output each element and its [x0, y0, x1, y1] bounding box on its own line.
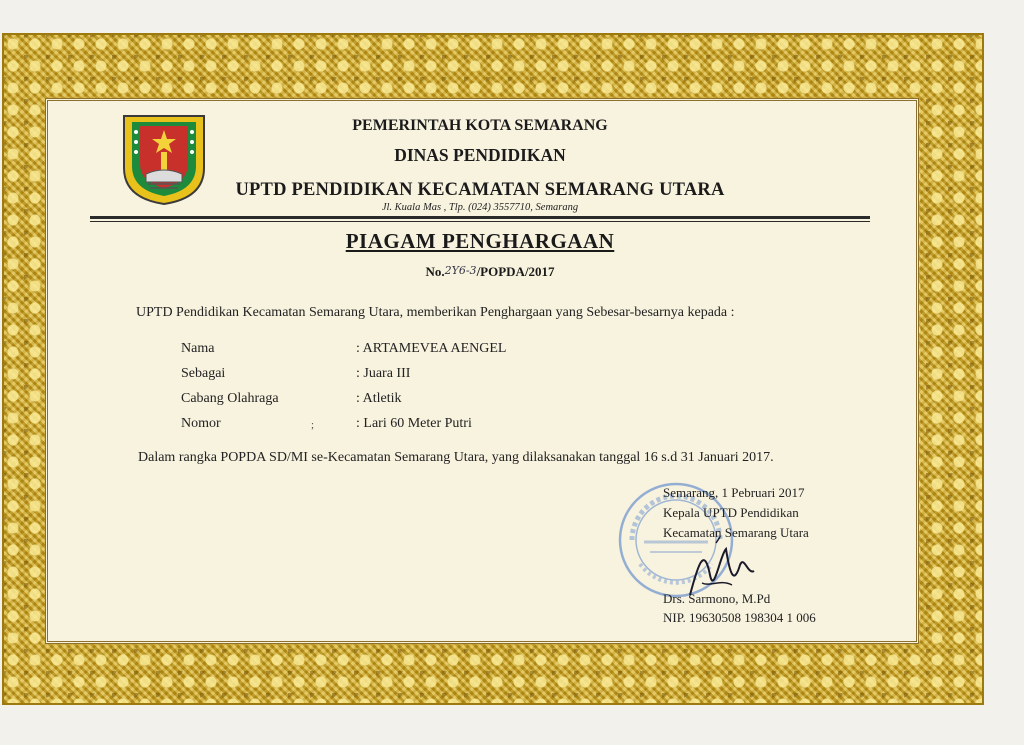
closing-text: Dalam rangka POPDA SD/MI se-Kecamatan Semarang Utara, yang dilaksanakan tanggal 16 s.d 31 Januari 2017. — [138, 450, 774, 465]
signer-nip: NIP. 19630508 198304 1 006 — [663, 610, 816, 625]
sign-place-date: Semarang, 1 Pebruari 2017 — [663, 485, 805, 500]
certificate-title: PIAGAM PENGHARGAAN — [345, 229, 615, 253]
field-value-nama: : ARTAMEVEA AENGEL — [356, 341, 507, 356]
field-value-sebagai: : Juara III — [356, 366, 411, 381]
sign-position-1: Kepala UPTD Pendidikan — [663, 505, 799, 520]
field-value-nomor: : Lari 60 Meter Putri — [356, 416, 472, 431]
header-department: DINAS PENDIDIKAN — [394, 145, 566, 165]
certificate-number — [380, 264, 600, 280]
number-handwritten: 2Y6-3 — [444, 264, 477, 277]
header-divider-thin — [90, 221, 870, 222]
number-prefix: No. — [425, 264, 445, 279]
semarang-emblem-icon — [120, 112, 208, 206]
number-suffix: /POPDA/2017 — [476, 264, 555, 279]
field-value-cabang: : Atletik — [356, 391, 402, 406]
field-label-nomor: Nomor — [181, 416, 221, 431]
signer-name: Drs. Sarmono, M.Pd — [663, 591, 771, 606]
header-office: UPTD PENDIDIKAN KECAMATAN SEMARANG UTARA — [235, 180, 725, 200]
stray-mark: ; — [311, 419, 315, 431]
intro-text: UPTD Pendidikan Kecamatan Semarang Utara, memberikan Penghargaan yang Sebesar-besarnya kepada : — [136, 305, 735, 320]
field-label-cabang: Cabang Olahraga — [181, 391, 279, 406]
sign-position-2: Kecamatan Semarang Utara — [663, 525, 809, 540]
header-address: Jl. Kuala Mas , Tlp. (024) 3557710, Semarang — [381, 202, 579, 213]
field-label-nama: Nama — [181, 341, 215, 356]
field-label-sebagai: Sebagai — [181, 366, 226, 381]
header-government: PEMERINTAH KOTA SEMARANG — [352, 117, 608, 134]
header-divider-thick — [90, 216, 870, 219]
